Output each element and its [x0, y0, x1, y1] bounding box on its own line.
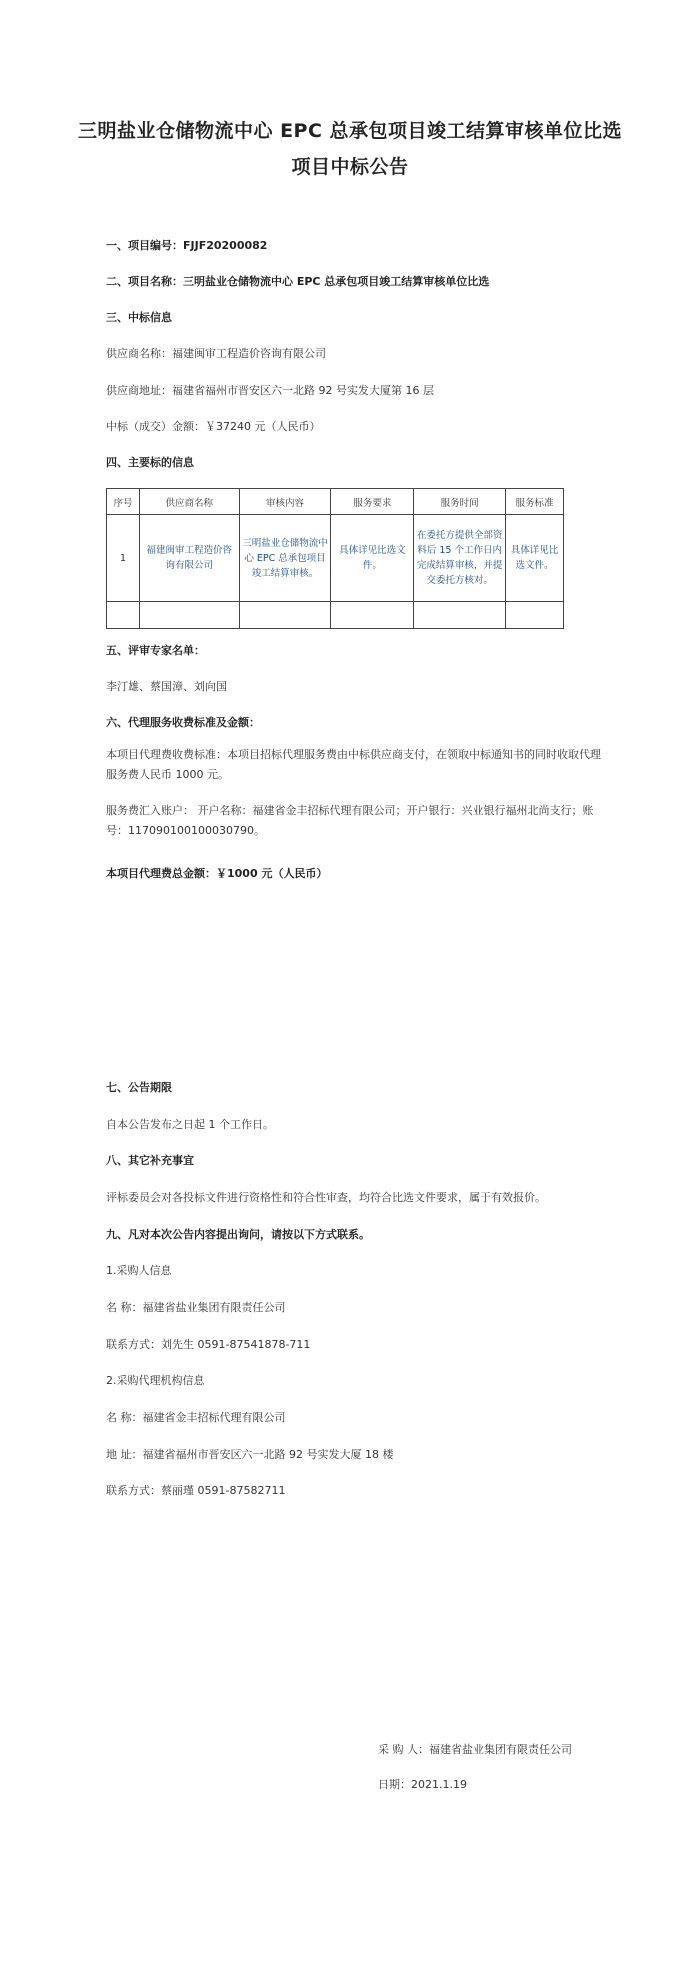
project-number: 一、项目编号：FJJF20200082	[106, 239, 268, 252]
supplementary-text: 评标委员会对各投标文件进行资格性和符合性审查，均符合比选文件要求，属于有效报价。	[106, 1191, 546, 1204]
footer-buyer: 采 购 人：福建省盐业集团有限责任公司	[378, 1743, 572, 1756]
table-row	[107, 515, 564, 602]
header-standard: 服务标准	[506, 489, 564, 515]
agency-address: 地 址：福建省福州市晋安区六一北路 92 号实发大厦 18 楼	[106, 1448, 394, 1461]
empty-cell	[414, 602, 506, 629]
empty-cell	[107, 602, 140, 629]
subject-table	[106, 488, 564, 629]
agency-fee-standard: 本项目代理费收费标准：本项目招标代理服务费由中标供应商支付，在领取中标通知书的同时收取代理服务费人民币 1000 元。	[106, 748, 601, 781]
header-index: 序号	[107, 489, 140, 515]
cell-standard: 具体详见比选文件。	[506, 515, 564, 602]
winning-amount: 中标（成交）金额：￥37240 元（人民币）	[106, 420, 321, 433]
empty-cell	[331, 602, 414, 629]
buyer-info-heading: 1.采购人信息	[106, 1264, 172, 1277]
cell-supplier: 福建闽审工程造价咨询有限公司	[139, 515, 239, 602]
supplier-name: 供应商名称：福建闽审工程造价咨询有限公司	[106, 347, 326, 360]
winning-info-heading: 三、中标信息	[106, 311, 172, 324]
contact-heading: 九、凡对本次公告内容提出询问，请按以下方式联系。	[106, 1228, 370, 1241]
footer-date: 日期：2021.1.19	[378, 1778, 467, 1791]
agency-info-heading: 2.采购代理机构信息	[106, 1374, 205, 1387]
page-title: 三明盐业仓储物流中心 EPC 总承包项目竣工结算审核单位比选	[77, 120, 623, 142]
agency-contact: 联系方式：蔡丽瑾 0591-87582711	[106, 1484, 286, 1497]
agency-fee-account: 服务费汇入账户： 开户名称：福建省金丰招标代理有限公司；开户银行：兴业银行福州北尚支行；账号：117090100100030790。	[106, 804, 594, 837]
agency-fee-total: 本项目代理费总金额：￥1000 元（人民币）	[106, 867, 328, 880]
buyer-contact: 联系方式：刘先生 0591-87541878-711	[106, 1338, 311, 1351]
supplier-address: 供应商地址：福建省福州市晋安区六一北路 92 号实发大厦第 16 层	[106, 384, 434, 397]
supplementary-heading: 八、其它补充事宜	[106, 1154, 194, 1167]
table-empty-row	[107, 602, 564, 629]
header-requirement: 服务要求	[331, 489, 414, 515]
notice-period-text: 自本公告发布之日起 1 个工作日。	[106, 1118, 274, 1131]
header-content: 审核内容	[239, 489, 331, 515]
empty-cell	[139, 602, 239, 629]
agency-fee-heading: 六、代理服务收费标准及金额：	[106, 716, 260, 729]
empty-cell	[506, 602, 564, 629]
cell-requirement: 具体详见比选文件。	[331, 515, 414, 602]
main-subject-heading: 四、主要标的信息	[106, 456, 194, 469]
project-name: 二、项目名称：三明盐业仓储物流中心 EPC 总承包项目竣工结算审核单位比选	[106, 275, 490, 288]
expert-list-heading: 五、评审专家名单：	[106, 644, 205, 657]
header-supplier: 供应商名称	[139, 489, 239, 515]
agency-name: 名 称：福建省金丰招标代理有限公司	[106, 1411, 286, 1424]
header-time: 服务时间	[414, 489, 506, 515]
expert-list: 李汀雄、蔡国漳、刘向国	[106, 680, 227, 693]
table-header-row	[107, 489, 564, 515]
empty-cell	[239, 602, 331, 629]
notice-period-heading: 七、公告期限	[106, 1081, 172, 1094]
buyer-name: 名 称：福建省盐业集团有限责任公司	[106, 1301, 286, 1314]
cell-index: 1	[107, 515, 140, 602]
page-subtitle: 项目中标公告	[291, 156, 409, 178]
cell-content: 三明盐业仓储物流中心 EPC 总承包项目竣工结算审核。	[239, 515, 331, 602]
cell-time: 在委托方提供全部资料后 15 个工作日内完成结算审核，并提交委托方核对。	[414, 515, 506, 602]
